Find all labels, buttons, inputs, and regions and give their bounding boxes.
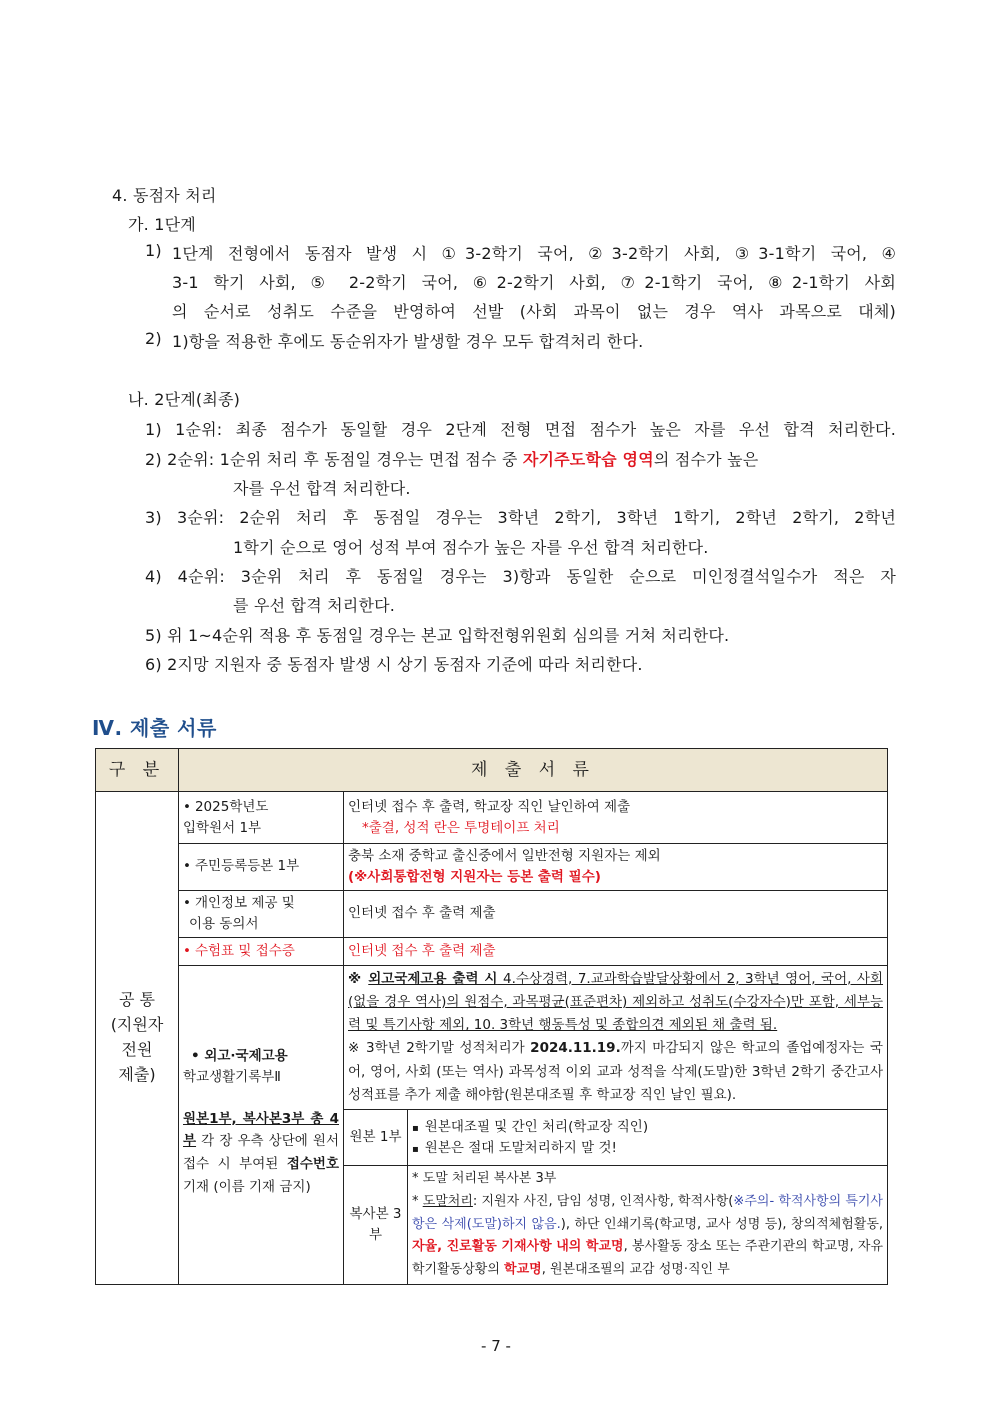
item-cell bbox=[179, 844, 344, 891]
item-name: • 외고·국제고용 bbox=[191, 1047, 288, 1064]
description-text: 인터넷 접수 후 출력 제출 bbox=[348, 942, 496, 959]
rank-continuation: 자를 우선 합격 처리한다. bbox=[233, 479, 411, 498]
original-items-cell bbox=[408, 1110, 888, 1166]
copy-items-cell bbox=[408, 1166, 888, 1285]
table-row bbox=[96, 965, 888, 1109]
description-text: 충북 소재 중학교 출신중에서 일반전형 지원자는 제외 bbox=[348, 848, 661, 864]
item-name: 이용 동의서 bbox=[189, 915, 259, 932]
rank-item: 5) 위 1~4순위 적용 후 동점일 경우는 본교 입학전형위원회 심의를 거쳐 처리한다. bbox=[145, 626, 730, 645]
item-name: • 개인정보 제공 및 bbox=[183, 893, 339, 914]
rank-item bbox=[145, 447, 896, 470]
page-number: - 7 - bbox=[481, 1337, 511, 1355]
rank-item: 6) 2지망 지원자 중 동점자 발생 시 상기 동점자 기준에 따라 처리한다. bbox=[145, 655, 643, 674]
original-item: ▪ 원본은 절대 도말처리하지 말 것! bbox=[412, 1138, 883, 1159]
item-cell bbox=[179, 792, 344, 844]
original-label: 원본 1부 bbox=[349, 1129, 402, 1146]
rank-continuation: 를 우선 합격 처리한다. bbox=[233, 596, 396, 615]
category-cell bbox=[96, 792, 179, 1285]
description-cell bbox=[344, 792, 888, 844]
description-note: *출결, 성적 란은 투명테이프 처리 bbox=[362, 819, 560, 836]
rank-text: 2) 2순위: 1순위 처리 후 동점일 경우는 면접 점수 중 자기주도학습 영역의 점수가 높은 bbox=[145, 450, 759, 469]
original-label-cell bbox=[344, 1110, 408, 1166]
documents-table bbox=[95, 748, 888, 1285]
rank-item: 4) 4순위: 3순위 처리 후 동점일 경우는 3)항과 동일한 순으로 미인정결석일수가 적은 자 bbox=[145, 567, 896, 586]
item-name: • 2025학년도 bbox=[183, 797, 339, 818]
record-note-2: ※ 3학년 2학기말 성적처리가 2024.11.19.까지 마감되지 않은 학교의 졸업예정자는 국어, 영어, 사회 (또는 역사) 과목성적 이외 교과 성적을 삭제(도말)한 3학년 2학기 중간고사 성적표를 추가 제출 해야함(원본대조필 후 학교장 직인 날인 필요). bbox=[348, 1040, 884, 1103]
item-name: 학교생활기록부Ⅱ bbox=[183, 1068, 281, 1085]
rank-continuation: 1학기 순으로 영어 성적 부여 점수가 높은 자를 우선 합격 처리한다. bbox=[233, 538, 709, 557]
copy-item: * 도말 처리된 복사본 3부 bbox=[412, 1171, 557, 1186]
description-note: (※사회통합전형 지원자는 등본 출력 필수) bbox=[348, 868, 601, 885]
item-cell bbox=[179, 937, 344, 965]
item-cell bbox=[179, 890, 344, 937]
description-cell bbox=[344, 937, 888, 965]
item-text: 의 순서로 성취도 수준을 반영하여 선발 (사회 과목이 없는 경우 역사 과목으로 대체) bbox=[172, 302, 896, 321]
description-cell bbox=[344, 890, 888, 937]
table-header-row bbox=[96, 749, 888, 792]
item-text: 3-1 학기 사회, ⑤ 2-2학기 국어, ⑥2-2학기 사회, ⑦2-1학기 국어, ⑧2-1학기 사회 bbox=[172, 273, 896, 292]
description-cell bbox=[344, 844, 888, 891]
header-category: 구 분 bbox=[96, 749, 179, 792]
copy-label: 복사본 3부 bbox=[349, 1205, 402, 1243]
table-row bbox=[96, 844, 888, 891]
rank-item: 1) 1순위: 최종 점수가 동일할 경우 2단계 전형 면접 점수가 높은 자를 우선 합격 처리한다. bbox=[145, 420, 896, 439]
item-name: • 수험표 및 접수증 bbox=[183, 941, 339, 962]
item-note: 원본1부, 복사본3부 총 4부 각 장 우측 상단에 원서접수 시 부여된 접수번호 기재 (이름 기재 금지) bbox=[183, 1110, 339, 1196]
table-row bbox=[96, 937, 888, 965]
item-name: • 주민등록등본 1부 bbox=[183, 856, 339, 877]
category-label: 제출) bbox=[118, 1064, 156, 1084]
category-label: 전원 bbox=[121, 1039, 153, 1059]
section-heading: 4. 동점자 처리 bbox=[112, 186, 217, 205]
section-title: Ⅳ. 제출 서류 bbox=[92, 716, 217, 740]
record-note-1: ※ 외고국제고용 출력 시 4.수상경력, 7.교과학습발달상황에서 2, 3학년 영어, 국어, 사회(없을 경우 역사)의 원점수, 과목평균(표준편차) 제외하고 성취도(수강자수)만 포함, 세부능력 및 특기사항 제외, 10. 3학년 행동특성 및 종합의견 제외된 채 출력 됨. bbox=[348, 970, 884, 1034]
subsection-heading: 가. 1단계 bbox=[128, 215, 196, 234]
category-label: (지원자 bbox=[110, 1015, 164, 1035]
header-documents: 제 출 서 류 bbox=[179, 749, 888, 792]
item-cell bbox=[179, 965, 344, 1284]
table-row bbox=[96, 890, 888, 937]
description-text: 인터넷 접수 후 출력, 학교장 직인 날인하여 제출 bbox=[348, 798, 631, 815]
copy-item: * 도말처리: 지원자 사진, 담임 성명, 인적사항, 학적사항(※주의- 학적사항의 특기사항은 삭제(도말)하지 않음.), 하단 인쇄기록(학교명, 교사 성명 등), 창의적체험활동, 자율, 진로활동 기재사항 내의 학교명, 봉사활동 장소 또는 주관기관의 학교명, 자유학기활동상황의 학교명, 원본대조필의 교감 성명·직인 부 bbox=[412, 1193, 884, 1277]
category-label: 공 통 bbox=[119, 990, 155, 1010]
description-cell bbox=[344, 965, 888, 1109]
original-item: ▪ 원본대조필 및 간인 처리(학교장 직인) bbox=[412, 1117, 883, 1138]
subsection-heading: 나. 2단계(최종) bbox=[128, 390, 241, 409]
item-number: 2) bbox=[145, 329, 162, 348]
item-text: 1)항을 적용한 후에도 동순위자가 발생할 경우 모두 합격처리 한다. bbox=[172, 332, 644, 351]
rank-item: 3) 3순위: 2순위 처리 후 동점일 경우는 3학년 2학기, 3학년 1학기, 2학년 2학기, 2학년 bbox=[145, 508, 896, 527]
item-name: 입학원서 1부 bbox=[183, 819, 262, 836]
item-text: 1단계 전형에서 동점자 발생 시 ①3-2학기 국어, ②3-2학기 사회, ③3-1학기 국어, ④ bbox=[172, 244, 896, 263]
copy-label-cell bbox=[344, 1166, 408, 1285]
table-row bbox=[96, 792, 888, 844]
highlight-text: 자기주도학습 영역 bbox=[522, 450, 654, 469]
item-number: 1) bbox=[145, 241, 162, 260]
description-text: 인터넷 접수 후 출력 제출 bbox=[348, 905, 496, 922]
